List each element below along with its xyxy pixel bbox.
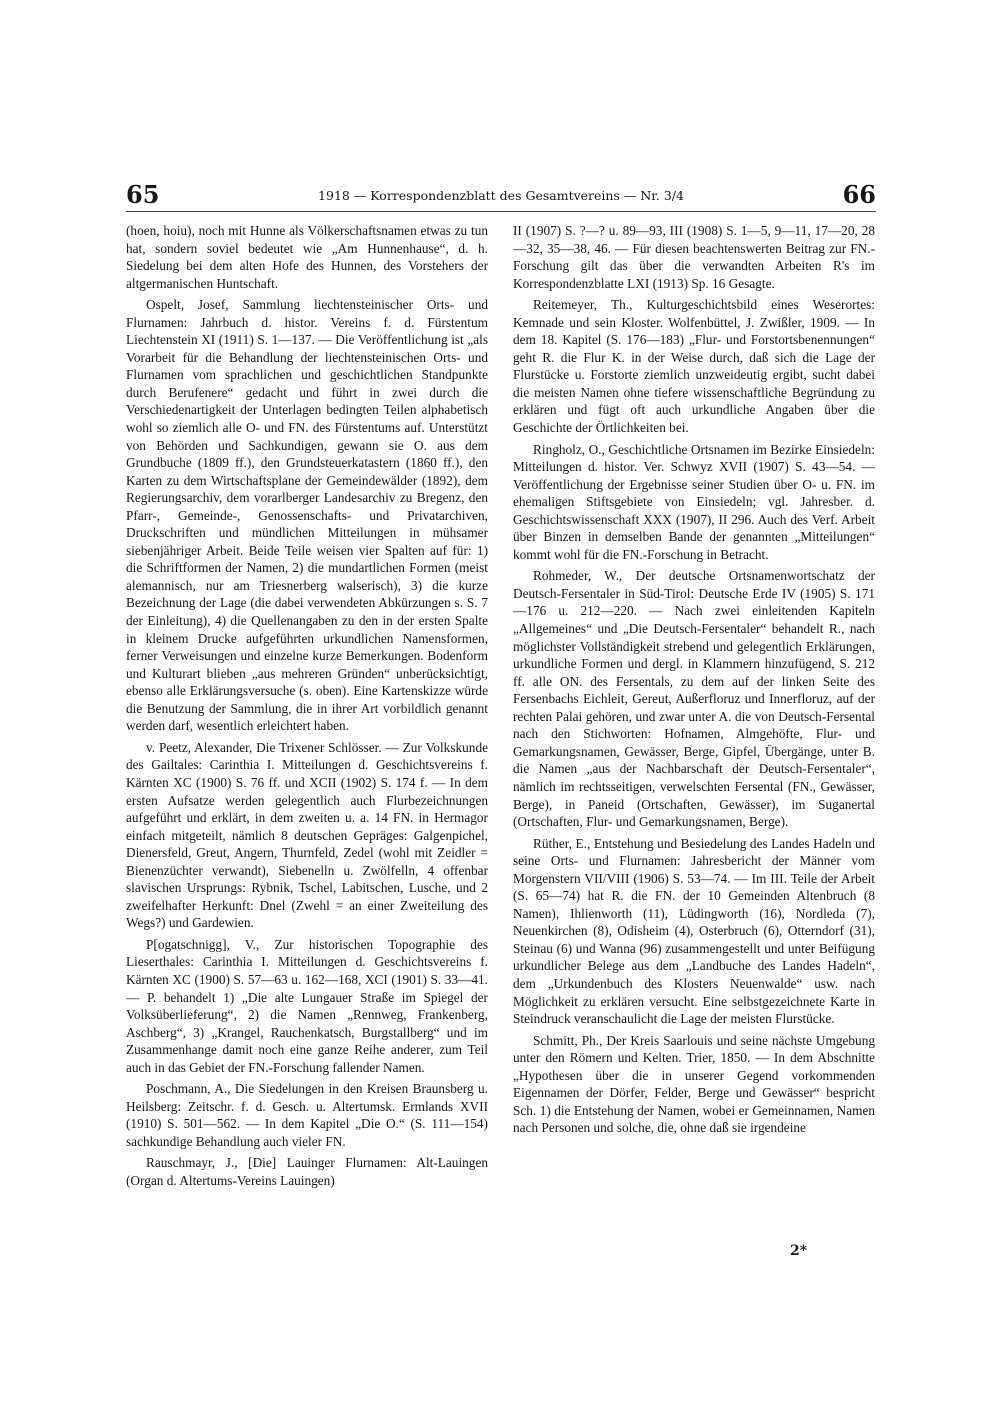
paragraph: Schmitt, Ph., Der Kreis Saarlouis und seine nächste Umgebung unter den Römern und Kelten. Trier, 1850. — In dem Abschnitte „Hypothesen über die in unserer Gegend vorkommenden Eigennamen der Dörfer, Felder, Berge und Gewässer“ bespricht Sch. 1) die Entstehung der Namen, wobei er Gemeinnamen, Namen nach Personen und solche, die, ohne daß sie irgendeine [513, 1032, 875, 1136]
header-rule [126, 211, 876, 212]
signature-mark: 2* [790, 1243, 808, 1259]
paragraph: Rüther, E., Entstehung und Besiedelung des Landes Hadeln und seine Orts- und Flurnamen: Jahresbericht der Männer vom Morgenstern VII/VIII (1906) S. 53—74. — Im III. Teile der Arbeit (S. 65—74) hat R. die FN. der 10 Gemeinden Altenbruch (8 Namen), Ihlienworth (11), Lüdingworth (16), Nordleda (7), Neuenkirchen (8), Odisheim (4), Osterbruch (6), Otterndorf (31), Steinau (6) und Wanna (96) zusammengestellt und unter Beifügung urkundlicher Belege aus dem „Landbuche des Landes Hadeln“, dem „Urkundenbuch des Klosters Neuenwalde“ usw. nach Möglichkeit zu erklären versucht. Eine selbstgezeichnete Karte in Steindruck veranschaulicht die Lage der meisten Flurstücke. [513, 835, 875, 1027]
paragraph: v. Peetz, Alexander, Die Trixener Schlösser. — Zur Volkskunde des Gailtales: Carinthia I. Mitteilungen d. Geschichtsvereins f. Kärnten XC (1900) S. 76 ff. und XCII (1902) S. 174 f. — In dem ersten Aufsatze werden gelegentlich auch Flurbezeichnungen aufgeführt und erklärt, in dem zweiten u. a. 14 FN. in Hermagor einfach mitgeteilt, nämlich 8 deutschen Gepräges: Galgenpichel, Dienersfeld, Greut, Angern, Thurnfeld, Zedel (wohl mit Zeidler = Bienenzüchter verwandt), Siebenelln u. Zwölfelln, 4 offenbar slavischen Ursprungs: Rybnik, Tschel, Labitschen, Lusche, und 2 zweifelhafter Herkunft: Dnel (Zwehl = an einer Zweiteilung des Wegs?) und Gardewien. [126, 739, 488, 931]
paragraph: Rohmeder, W., Der deutsche Ortsnamenwortschatz der Deutsch-Fersentaler in Süd-Tirol: Deutsche Erde IV (1905) S. 171—176 u. 212—220. — Nach zwei einleitenden Kapiteln „Allgemeines“ und „Die Deutsch-Fersentaler“ behandelt R., nach möglichster Vollständigkeit strebend und gelegentlich Erklärungen, urkundliche Formen und dergl. in Klammern hinzufügend, S. 212 ff. alle ON. des Fersentals, zu dem auf der linken Seite des Fersenbachs Eichleit, Gereut, Außerfloruz und Innerfloruz, auf der rechten Palai gehören, und zwar unter A. die von Deutsch-Fersental nach den Stichworten: Hofnamen, Almgehöfte, Flur- und Gemarkungsnamen, Gewässer, Berge, Gipfel, Übergänge, unter B. die Namen „aus der Nachbarschaft der Deutsch-Fersentaler“, nämlich im rechtsseitigen, verwelschten Fersental (FN., Gewässer, Berge), in Paneid (Ortschaften, Gewässer), im Suganertal (Ortschaften, Flur- und Gemarkungsnamen, Berge). [513, 568, 875, 830]
paragraph: Reitemeyer, Th., Kulturgeschichtsbild eines Weserortes: Kemnade und sein Kloster. Wolfenbüttel, J. Zwißler, 1909. — In dem 18. Kapitel (S. 176—183) „Flur- und Forstortsbenennungen“ geht R. die Flur K. in der Weise durch, daß sich die Lage der Flurstücke u. Forstorte ziemlich unzweideutig ergibt, sucht dabei die meisten Namen ohne tiefere wissenschaftliche Begründung zu erklären und fügt oft auch urkundliche Angaben über die Geschichte der Örtlichkeiten bei. [513, 297, 875, 436]
page-number-right: 66 [842, 180, 876, 209]
paragraph: Poschmann, A., Die Siedelungen in den Kreisen Braunsberg u. Heilsberg: Zeitschr. f. d. Gesch. u. Altertumsk. Ermlands XVII (1910) S. 501—562. — In dem Kapitel „Die O.“ (S. 111—154) sachkundige Behandlung auch vieler FN. [126, 1081, 488, 1149]
column-left [126, 222, 488, 1234]
paragraph: (hoen, hoiu), noch mit Hunne als Völkerschaftsnamen etwas zu tun hat, sondern soviel bedeutet wie „Am Hunnenhause“, d. h. Siedelung bei dem alten Hofe des Hunnen, des Vorstehers der altgermanischen Huntschaft. [126, 223, 488, 291]
paragraph: II (1907) S. ?—? u. 89—93, III (1908) S. 1—5, 9—11, 17—20, 28—32, 35—38, 46. — Für diesen beachtenswerten Beitrag zur FN.-Forschung gilt das über die verwandten Arbeiten R's im Korrespondenzblatte LXI (1913) Sp. 16 Gesagte. [513, 223, 875, 291]
paragraph: Ospelt, Josef, Sammlung liechtensteinischer Orts- und Flurnamen: Jahrbuch d. histor. Vereins f. d. Fürstentum Liechtenstein XI (1911) S. 1—137. — Die Veröffentlichung ist „als Vorarbeit für die Behandlung der liechtensteinischen Orts- und Flurnamen vom sprachlichen und geschichtlichen Standpunkte durch Berufenere“ gedacht und führt in zwei durch die Verschiedenartigkeit der Unterlagen bedingten Teilen alphabetisch wohl so ziemlich alle O- und FN. des Fürstentums auf. Unterstützt von Behörden und Sachkundigen, gewann sie O. aus dem Grundbuche (1809 ff.), den Grundsteuerkatastern (1860 ff.), den Karten zu dem Wirtschaftsplane der Gemeindewälder (1892), dem Regierungsarchiv, dem vorarlberger Landesarchiv zu Bregenz, den Pfarr-, Gemeinde-, Genossenschafts- und Privatarchiven, Druckschriften und mündlichen Mitteilungen in mühsamer siebenjähriger Arbeit. Beide Teile weisen vier Spalten auf für: 1) die Schriftformen der Namen, 2) die mundartlichen Formen (meist alemannisch, nur am Triesnerberg walserisch), 3) die kurze Bezeichnung der Lage (die dabei verwendeten Abkürzungen s. S. 7 der Einleitung), 4) die Quellenangaben zu den in der ersten Spalte in kleinem Drucke aufgeführten urkundlichen Namensformen, ferner Verweisungen und einzelne kurze Bemerkungen. Bodenform und Kulturart blieben „aus mehreren Gründen“ unberücksichtigt, ebenso alle Erklärungsversuche (s. oben). Eine Kartenskizze würde die Benutzung der Sammlung, die in ihrer Art vorbildlich genannt werden darf, wesentlich erleichtert haben. [126, 297, 488, 734]
column-right [513, 222, 875, 1234]
page-number-left: 65 [126, 180, 160, 209]
paragraph: P[ogatschnigg], V., Zur historischen Topographie des Lieserthales: Carinthia I. Mitteilungen d. Geschichtsvereins f. Kärnten XC (1900) S. 57—63 u. 162—168, XCI (1901) S. 33—41. — P. behandelt 1) „Die alte Lungauer Straße im Spiegel der Volksüberlieferung“, 2) die Namen „Rennweg, Frankenberg, Aschberg“, 3) „Krangel, Rauchenkatsch, Burgstallberg“ und im Zusammenhange damit noch eine ganze Reihe anderer, zum Teil auch in das Gebiet der FN.-Forschung fallender Namen. [126, 936, 488, 1075]
paragraph: Ringholz, O., Geschichtliche Ortsnamen im Bezirke Einsiedeln: Mitteilungen d. histor. Ver. Schwyz XVII (1907) S. 43—54. — Veröffentlichung der Ergebnisse seiner Studien über O- u. FN. im ehemaligen Stiftsgebiete von Einsiedeln; vgl. Jahresber. d. Geschichtswissenschaft XXX (1907), II 296. Auch des Verf. Arbeit über Binzen in demselben Bande der genannten „Mitteilungen“ kommt wohl für die FN.-Forschung in Betracht. [513, 441, 875, 562]
paragraph: Rauschmayr, J., [Die] Lauinger Flurnamen: Alt-Lauingen (Organ d. Altertums-Vereins Lauingen) [126, 1155, 488, 1188]
page-header [126, 180, 876, 214]
running-head: 1918 — Korrespondenzblatt des Gesamtvereins — Nr. 3/4 [318, 188, 684, 203]
